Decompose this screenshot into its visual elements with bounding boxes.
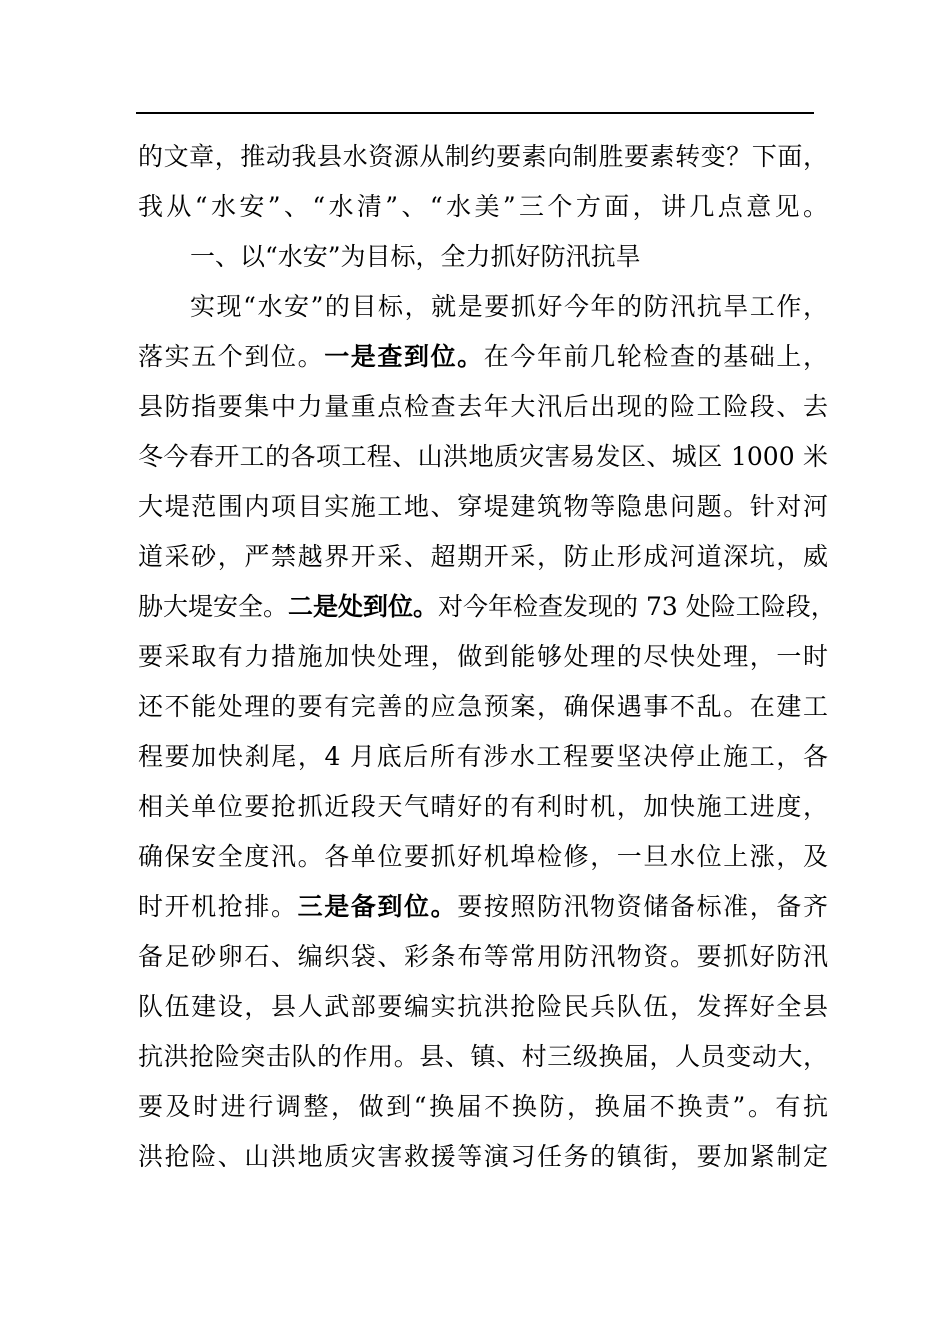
text-run: 还不能处理的要有完善的应急预案，确保遇事不乱。在建工 xyxy=(138,692,828,721)
body-line xyxy=(138,337,828,377)
bold-run: 二是处到位。 xyxy=(288,592,439,621)
body-line xyxy=(138,587,836,627)
body-line xyxy=(138,987,828,1027)
text-run: 冬今春开工的各项工程、山洪地质灾害易发区、城区 1000 米 xyxy=(138,442,828,471)
text-run: 在今年前几轮检查的基础上， xyxy=(483,342,828,371)
body-line xyxy=(138,1087,828,1127)
text-run: 对今年检查发现的 73 处险工险段， xyxy=(438,592,836,621)
text-run: 县防指要集中力量重点检查去年大汛后出现的险工险段、去 xyxy=(138,392,828,421)
body-line xyxy=(138,1137,828,1177)
text-run: 时开机抢排。 xyxy=(138,892,298,921)
body-line xyxy=(138,387,828,427)
body-line xyxy=(138,937,828,977)
body-line xyxy=(138,1037,828,1077)
text-run: 确保安全度汛。各单位要抓好机埠检修，一旦水位上涨，及 xyxy=(138,842,828,871)
text-run: 实现“水安”的目标，就是要抓好今年的防汛抗旱工作， xyxy=(190,292,828,321)
text-run: 相关单位要抢抓近段天气晴好的有利时机，加快施工进度， xyxy=(138,792,828,821)
body-line xyxy=(138,787,828,827)
body-line xyxy=(138,287,828,327)
text-run: 的文章，推动我县水资源从制约要素向制胜要素转变？下面， xyxy=(138,142,828,171)
body-line xyxy=(138,487,828,527)
body-line xyxy=(138,437,828,477)
text-run: 洪抢险、山洪地质灾害救援等演习任务的镇街，要加紧制定 xyxy=(138,1142,828,1171)
header-rule xyxy=(136,112,814,114)
body-line xyxy=(138,187,828,227)
body-line xyxy=(138,737,828,777)
body-line xyxy=(138,887,828,927)
text-run: 一、以“水安”为目标，全力抓好防汛抗旱 xyxy=(190,242,641,271)
text-run: 落实五个到位。 xyxy=(138,342,325,371)
text-run: 我从“水安”、“水清”、“水美”三个方面，讲几点意见。 xyxy=(138,192,828,221)
text-run: 队伍建设，县人武部要编实抗洪抢险民兵队伍，发挥好全县 xyxy=(138,992,828,1021)
text-run: 胁大堤安全。 xyxy=(138,592,289,621)
text-run: 程要加快刹尾，4 月底后所有涉水工程要坚决停止施工，各 xyxy=(138,742,828,771)
body-line xyxy=(138,537,828,577)
body-line xyxy=(138,687,828,727)
body-line xyxy=(138,637,828,677)
text-run: 道采砂，严禁越界开采、超期开采，防止形成河道深坑，威 xyxy=(138,542,828,571)
text-run: 要采取有力措施加快处理，做到能够处理的尽快处理，一时 xyxy=(138,642,828,671)
text-run: 要及时进行调整，做到“换届不换防，换届不换责”。有抗 xyxy=(138,1092,828,1121)
bold-run: 三是备到位。 xyxy=(297,892,458,921)
text-run: 备足砂卵石、编织袋、彩条布等常用防汛物资。要抓好防汛 xyxy=(138,942,828,971)
text-run: 要按照防汛物资储备标准，备齐 xyxy=(457,892,828,921)
body-line xyxy=(138,137,828,177)
body-line xyxy=(138,837,828,877)
text-run: 抗洪抢险突击队的作用。县、镇、村三级换届，人员变动大， xyxy=(138,1042,828,1071)
text-run: 大堤范围内项目实施工地、穿堤建筑物等隐患问题。针对河 xyxy=(138,492,828,521)
bold-run: 一是查到位。 xyxy=(324,342,484,371)
section-heading xyxy=(138,237,828,277)
